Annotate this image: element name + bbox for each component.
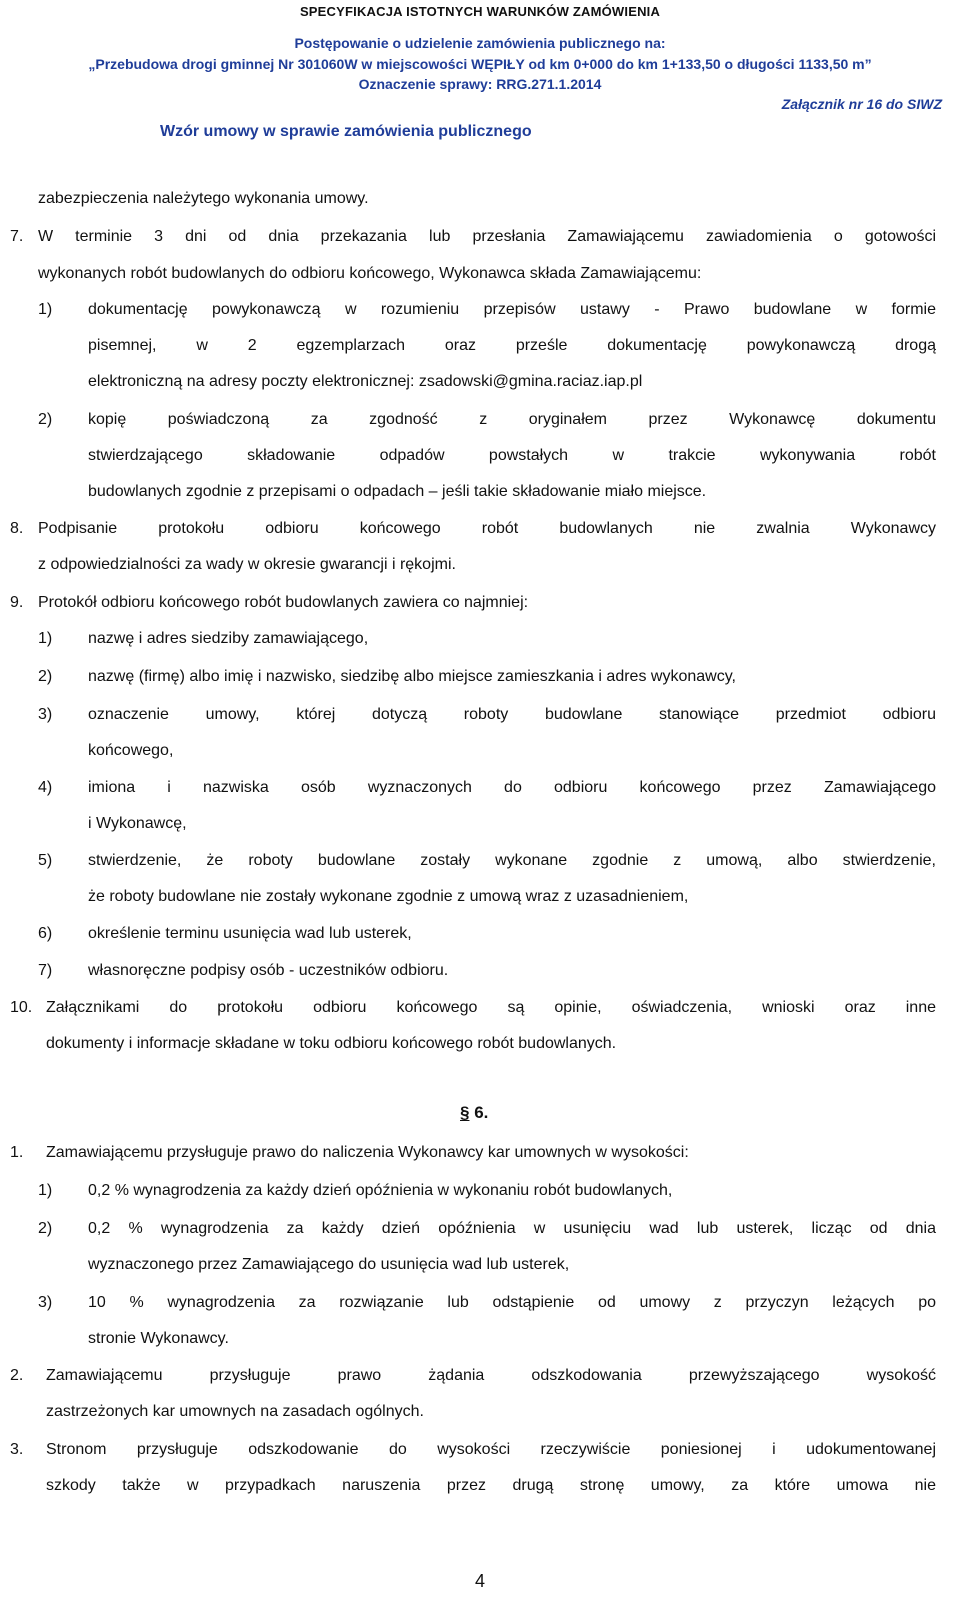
s6-item-3-number: 3.	[10, 1441, 24, 1458]
s6-item-1-3-line-2: stronie Wykonawcy.	[88, 1330, 229, 1347]
item-9-2-number: 2)	[38, 668, 53, 685]
item-10-line-1: Załącznikami do protokołu odbioru końcowego są opinie, oświadczenia, wnioski oraz inne	[46, 999, 936, 1016]
item-9-6-line-1: określenie terminu usunięcia wad lub usterek,	[88, 925, 412, 942]
item-8-number: 8.	[10, 520, 24, 537]
s6-item-1-1-line-1: 0,2 % wynagrodzenia za każdy dzień opóźnienia w wykonaniu robót budowlanych,	[88, 1182, 673, 1199]
s6-item-1-3-number: 3)	[38, 1294, 53, 1311]
item-7-2-line-1: kopię poświadczoną za zgodność z oryginałem przez Wykonawcę dokumentu	[88, 411, 936, 428]
s6-item-2-line-1: Zamawiającemu przysługuje prawo żądania odszkodowania przewyższającego wysokość	[46, 1367, 936, 1384]
s6-item-1-2-line-1: 0,2 % wynagrodzenia za każdy dzień opóźnienia w usunięciu wad lub usterek, licząc od dnia	[88, 1220, 936, 1237]
item-7-1-line-3: elektroniczną na adresy poczty elektronicznej: zsadowski@gmina.raciaz.iap.pl	[88, 373, 643, 390]
document-title: Wzór umowy w sprawie zamówienia publicznego	[160, 123, 532, 140]
item-9-5-line-2: że roboty budowlane nie zostały wykonane zgodnie z umową wraz z uzasadnieniem,	[88, 888, 689, 905]
procedure-line: Postępowanie o udzielenie zamówienia publicznego na:	[294, 35, 666, 51]
s6-item-3-line-2: szkody także w przypadkach naruszenia przez drugą stronę umowy, za które umowa nie	[46, 1477, 936, 1494]
item-9-7-number: 7)	[38, 962, 53, 979]
continuation-line: zabezpieczenia należytego wykonania umowy.	[38, 190, 369, 207]
item-9-number: 9.	[10, 594, 24, 611]
item-7-1-number: 1)	[38, 301, 53, 318]
item-10-number: 10.	[10, 999, 33, 1016]
item-7-2-line-2: stwierdzającego składowanie odpadów powstałych w trakcie wykonywania robót	[88, 447, 936, 464]
item-9-6-number: 6)	[38, 925, 53, 942]
item-7-line-2: wykonanych robót budowlanych do odbioru końcowego, Wykonawca składa Zamawiającemu:	[38, 265, 702, 282]
s6-item-1-line-1: Zamawiającemu przysługuje prawo do naliczenia Wykonawcy kar umownych w wysokości:	[46, 1144, 689, 1161]
item-9-2-line-1: nazwę (firmę) albo imię i nazwisko, siedzibę albo miejsce zamieszkania i adres wykonawcy,	[88, 668, 736, 685]
case-reference: Oznaczenie sprawy: RRG.271.1.2014	[358, 76, 602, 92]
item-9-5-number: 5)	[38, 852, 53, 869]
item-10-line-2: dokumenty i informacje składane w toku odbioru końcowego robót budowlanych.	[46, 1035, 617, 1052]
s6-item-1-1-number: 1)	[38, 1182, 53, 1199]
item-7-number: 7.	[10, 228, 24, 245]
item-9-3-line-2: końcowego,	[88, 742, 174, 759]
project-name: „Przebudowa drogi gminnej Nr 301060W w miejscowości WĘPIŁY od km 0+000 do km 1+133,50 o długości 1133,50 m”	[88, 56, 872, 72]
item-8-line-2: z odpowiedzialności za wady w okresie gwarancji i rękojmi.	[38, 556, 456, 573]
item-9-5-line-1: stwierdzenie, że roboty budowlane zostały wykonane zgodnie z umową, albo stwierdzenie,	[88, 852, 936, 869]
section-number: 6.	[474, 1103, 489, 1122]
annex-label: Załącznik nr 16 do SIWZ	[781, 96, 942, 112]
page-number: 4	[474, 1571, 485, 1591]
item-9-1-line-1: nazwę i adres siedziby zamawiającego,	[88, 630, 369, 647]
item-7-line-1: W terminie 3 dni od dnia przekazania lub przesłania Zamawiającemu zawiadomienia o gotowości	[38, 228, 936, 245]
item-9-line-1: Protokół odbioru końcowego robót budowlanych zawiera co najmniej:	[38, 594, 529, 611]
s6-item-1-2-line-2: wyznaczonego przez Zamawiającego do usunięcia wad lub usterek,	[88, 1256, 570, 1273]
item-9-3-line-1: oznaczenie umowy, której dotyczą roboty budowlane stanowiące przedmiot odbioru	[88, 706, 936, 723]
s6-item-3-line-1: Stronom przysługuje odszkodowanie do wysokości rzeczywiście poniesionej i udokumentowanej	[46, 1441, 936, 1458]
spec-header-title: SPECYFIKACJA ISTOTNYCH WARUNKÓW ZAMÓWIENIA	[299, 4, 661, 19]
item-7-1-line-2: pisemnej, w 2 egzemplarzach oraz prześle dokumentację powykonawczą drogą	[88, 337, 936, 354]
item-8-line-1: Podpisanie protokołu odbioru końcowego robót budowlanych nie zwalnia Wykonawcy	[38, 520, 936, 537]
item-7-2-number: 2)	[38, 411, 53, 428]
item-7-1-line-1: dokumentację powykonawczą w rozumieniu przepisów ustawy - Prawo budowlane w formie	[88, 301, 936, 318]
item-9-7-line-1: własnoręczne podpisy osób - uczestników odbioru.	[88, 962, 449, 979]
s6-item-2-number: 2.	[10, 1367, 24, 1384]
s6-item-1-2-number: 2)	[38, 1220, 53, 1237]
item-9-4-line-2: i Wykonawcę,	[88, 815, 187, 832]
item-9-3-number: 3)	[38, 706, 53, 723]
section-sign: §	[460, 1103, 470, 1122]
s6-item-1-3-line-1: 10 % wynagrodzenia za rozwiązanie lub odstąpienie od umowy z przyczyn leżących po	[88, 1294, 936, 1311]
section-heading	[460, 1103, 488, 1123]
s6-item-2-line-2: zastrzeżonych kar umownych na zasadach ogólnych.	[46, 1403, 424, 1420]
item-7-2-line-3: budowlanych zgodnie z przepisami o odpadach – jeśli takie składowanie miało miejsce.	[88, 483, 707, 500]
item-9-4-line-1: imiona i nazwiska osób wyznaczonych do odbioru końcowego przez Zamawiającego	[88, 779, 936, 796]
item-9-1-number: 1)	[38, 630, 53, 647]
item-9-4-number: 4)	[38, 779, 53, 796]
s6-item-1-number: 1.	[10, 1144, 24, 1161]
